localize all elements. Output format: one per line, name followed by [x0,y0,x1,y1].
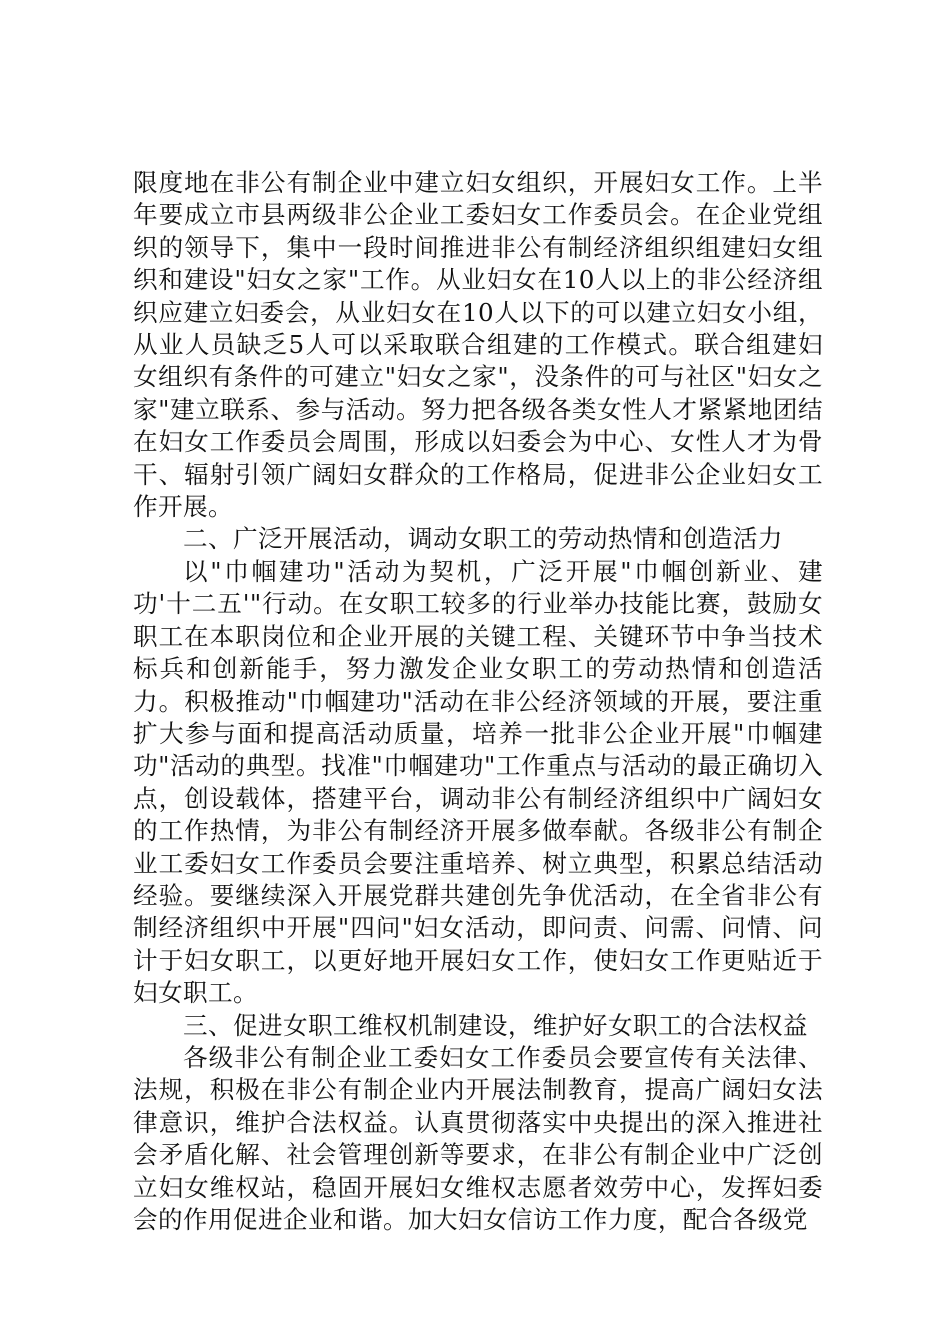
section-heading-activities: 二、广泛开展活动，调动女职工的劳动热情和创造活力 [183,524,783,554]
paragraph-activities: 以"巾帼建功"活动为契机，广泛开展"巾帼创新业、建功'十二五'"行动。在女职工较多的行业举办技能比赛，鼓励女职工在本职岗位和企业开展的关键工程、关键环节中争当技术标兵和创新能手，努力激发企业女职工的劳动热情和创造活力。积极推动"巾帼建功"活动在非公经济领域的开展，要注重扩大参与面和提高活动质量，培养一批非公企业开展"巾帼建功"活动的典型。找准"巾帼建功"工作重点与活动的最正确切入点，创设载体，搭建平台，调动非公有制经济组织中广阔妇女的工作热情，为非公有制经济开展多做奉献。各级非公有制企业工委妇女工作委员会要注重培养、树立典型，积累总结活动经验。要继续深入开展党群共建创先争优活动，在全省非公有制经济组织中开展"四问"妇女活动，即问责、问需、问情、问计于妇女职工，以更好地开展妇女工作，使妇女工作更贴近于妇女职工。 [133,556,823,1008]
section-heading-rights: 三、促进女职工维权机制建设，维护好女职工的合法权益 [183,1010,808,1040]
paragraph-organization-building: 限度地在非公有制企业中建立妇女组织，开展妇女工作。上半年要成立市县两级非公企业工委妇女工作委员会。在企业党组织的领导下，集中一段时间推进非公有制经济组织组建妇女组织和建设"妇女之家"工作。从业妇女在10人以上的非公经济组织应建立妇委会，从业妇女在10人以下的可以建立妇女小组，从业人员缺乏5人可以采取联合组建的工作模式。联合组建妇女组织有条件的可建立"妇女之家"，没条件的可与社区"妇女之家"建立联系、参与活动。努力把各级各类女性人才紧紧地团结在妇女工作委员会周围，形成以妇委会为中心、女性人才为骨干、辐射引领广阔妇女群众的工作格局，促进非公企业妇女工作开展。 [133,168,823,522]
document-body [133,167,823,1236]
paragraph-rights: 各级非公有制企业工委妇女工作委员会要宣传有关法律、法规，积极在非公有制企业内开展法制教育，提高广阔妇女法律意识，维护合法权益。认真贯彻落实中央提出的深入推进社会矛盾化解、社会管理创新等要求，在非公有制企业中广泛创立妇女维权站，稳固开展妇女维权志愿者效劳中心，发挥妇委会的作用促进企业和谐。加大妇女信访工作力度，配合各级党 [133,1042,823,1234]
